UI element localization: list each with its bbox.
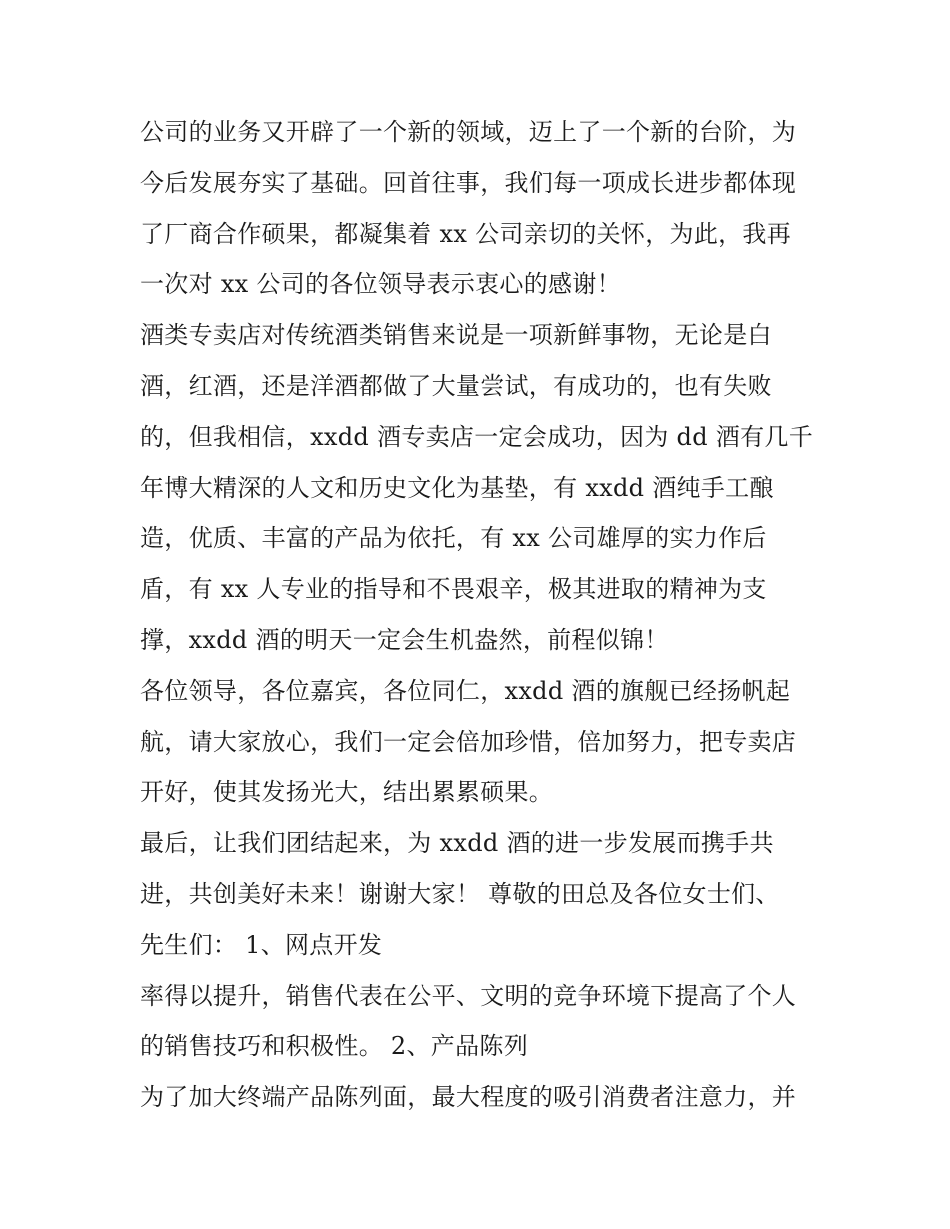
text-line: 了厂商合作硕果，都凝集着 xx 公司亲切的关怀，为此，我再 [140, 219, 792, 248]
text-line: 的销售技巧和积极性。 2、产品陈列 [140, 1032, 528, 1061]
text-line: 一次对 xx 公司的各位领导表示衷心的感谢！ [140, 270, 621, 299]
text-line: 进，共创美好未来！谢谢大家！ 尊敬的田总及各位女士们、 [140, 879, 780, 908]
text-line: 撑，xxdd 酒的明天一定会生机盎然，前程似锦！ [140, 625, 669, 654]
text-line: 先生们： 1、网点开发 [140, 930, 383, 959]
text-line: 的，但我相信，xxdd 酒专卖店一定会成功，因为 dd 酒有几千 [140, 422, 814, 451]
text-line: 酒类专卖店对传统酒类销售来说是一项新鲜事物，无论是白 [140, 321, 772, 350]
text-line: 率得以提升，销售代表在公平、文明的竞争环境下提高了个人 [140, 981, 797, 1010]
text-line: 今后发展夯实了基础。回首往事，我们每一项成长进步都体现 [140, 168, 797, 197]
text-line: 盾，有 xx 人专业的指导和不畏艰辛，极其进取的精神为支 [140, 575, 767, 604]
text-line: 年博大精深的人文和历史文化为基垫，有 xxdd 酒纯手工酿 [140, 473, 774, 502]
text-line: 开好，使其发扬光大，结出累累硕果。 [140, 778, 554, 807]
document-body [140, 107, 820, 1123]
text-line: 最后，让我们团结起来，为 xxdd 酒的进一步发展而携手共 [140, 829, 774, 858]
text-line: 酒，红酒，还是洋酒都做了大量尝试，有成功的，也有失败 [140, 371, 772, 400]
text-line: 造，优质、丰富的产品为依托，有 xx 公司雄厚的实力作后 [140, 524, 767, 553]
text-line: 各位领导，各位嘉宾，各位同仁，xxdd 酒的旗舰已经扬帆起 [140, 676, 791, 705]
text-line: 航，请大家放心，我们一定会倍加珍惜，倍加努力，把专卖店 [140, 727, 797, 756]
text-line: 公司的业务又开辟了一个新的领域，迈上了一个新的台阶，为 [140, 118, 797, 146]
text-line: 为了加大终端产品陈列面，最大程度的吸引消费者注意力，并 [140, 1083, 797, 1112]
